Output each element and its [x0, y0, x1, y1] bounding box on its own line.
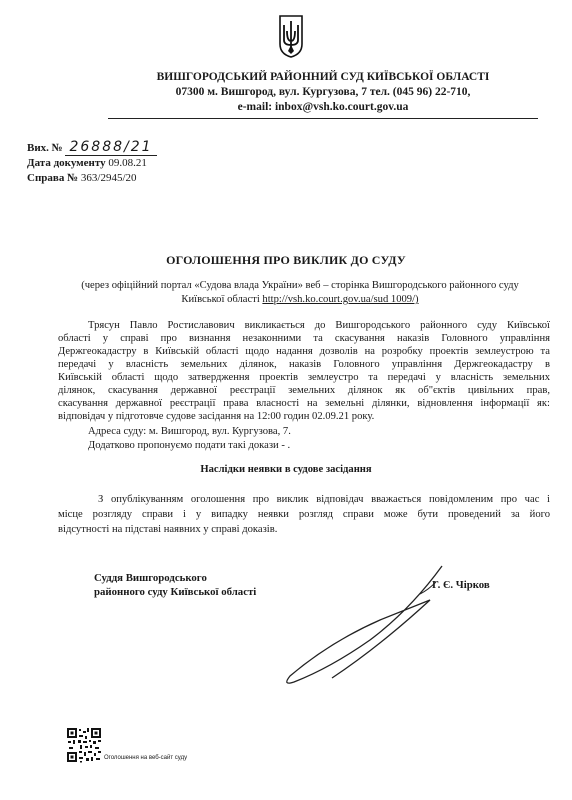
judge-title-line-1: Суддя Вишгородського [94, 572, 207, 584]
case-label: Справа № [27, 172, 79, 184]
subtitle-region: Київської області [181, 294, 263, 305]
judge-name: Г. Є. Чірков [432, 579, 490, 591]
document-date-row [27, 156, 147, 171]
header-divider [108, 118, 538, 119]
case-value: 363/2945/20 [80, 172, 137, 184]
outgoing-number: 26888/21 [65, 139, 156, 156]
qr-code[interactable] [66, 727, 102, 763]
date-label: Дата документу [27, 157, 106, 169]
court-email: e-mail: inbox@vsh.ko.court.gov.ua [237, 101, 409, 113]
case-number-row [27, 171, 137, 186]
consequences-line-1: З опублікуванням оголошення про виклик відповідач вважається повідомленим про час і [98, 494, 550, 505]
outgoing-label: Вих. № [27, 142, 63, 154]
subtitle-line-1: (через офіційний портал «Судова влада України» веб – сторінка Вишгородського районного суду [81, 280, 519, 291]
date-value: 09.08.21 [108, 157, 147, 169]
body-line-1: Трясун Павло Ростиславович викликається до Вишгородського районного суду Київської [88, 320, 550, 331]
body-line-4: передачі у власність земельних ділянок, наказів Головного управління Держгеокадастру в [58, 359, 550, 370]
coat-of-arms-icon [278, 14, 304, 58]
court-name: ВИШГОРОДСЬКИЙ РАЙОННИЙ СУД КИЇВСЬКОЇ ОБЛАСТІ [156, 71, 490, 83]
judge-title-line-2: районного суду Київської області [94, 586, 257, 598]
evidence-line: Додатково пропонуємо подати такі докази - . [88, 440, 291, 451]
body-line-6: ділянок, скасування державної реєстрації земельних ділянок як об"єктів цивільних прав, [58, 385, 550, 396]
court-address: 07300 м. Вишгород, вул. Кургузова, 7 тел. (045 96) 22-710, [175, 86, 471, 98]
consequences-line-3: відсутності на підставі наявних у справі доказів. [58, 524, 278, 535]
handwritten-signature [260, 560, 460, 690]
subtitle-line-2 [40, 293, 560, 306]
body-line-3: Держгеокадастру в Київській області щодо надання дозволів на розробку проектів землеустрою та [58, 346, 550, 357]
body-line-7: скасування державної реєстрації права власності на земельні ділянки, відновлення інформації як: [58, 398, 550, 409]
court-address-line: Адреса суду: м. Вишгород, вул. Кургузова, 7. [88, 426, 291, 437]
page-title: ОГОЛОШЕННЯ ПРО ВИКЛИК ДО СУДУ [166, 253, 406, 267]
outgoing-number-row [27, 140, 157, 156]
consequences-line-2: місце розгляду справи і у випадку неявки розгляд справи може бути проведений за його [58, 509, 550, 520]
body-line-8: відповідач у підготовче судове засідання на 12:00 годин 02.09.21 року. [58, 411, 375, 422]
consequences-heading: Наслідки неявки в судове засідання [200, 464, 372, 475]
body-line-2: області у справі про визнання незаконними та скасування наказів Головного управління [58, 333, 550, 344]
body-line-5: Київській області щодо затвердження проектів землеустро та передачі у власність земельних [58, 372, 550, 383]
qr-caption: Оголошення на веб-сайт суду [104, 755, 188, 761]
court-website-link[interactable]: http://vsh.ko.court.gov.ua/sud 1009/) [262, 294, 419, 305]
